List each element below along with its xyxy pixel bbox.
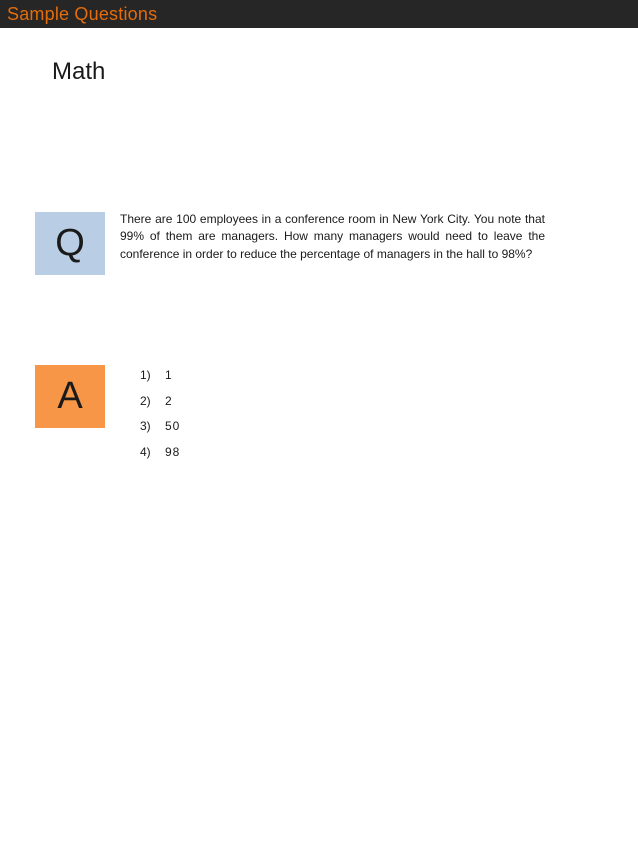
answer-option [140, 443, 180, 469]
answer-option-value: 50 [165, 419, 181, 433]
question-badge: Q [35, 212, 105, 275]
answer-badge: A [35, 365, 105, 428]
answer-option-number: 1) [140, 368, 151, 382]
answer-option-number: 3) [140, 419, 151, 433]
answer-option-number: 4) [140, 444, 151, 459]
question-text: There are 100 employees in a conference room in New York City. You note that 99% of them are managers. How many managers would need to leave the conference in order to reduce the percentage of managers in the hall to 98%? [120, 212, 545, 261]
answer-options-list [140, 366, 180, 468]
header-title: Sample Questions [7, 4, 158, 24]
answer-option-value: 2 [165, 393, 173, 408]
answer-option [140, 366, 180, 392]
answer-option [140, 417, 180, 443]
answer-option-value: 98 [165, 444, 181, 459]
header-bar [0, 0, 638, 28]
answer-option [140, 392, 180, 418]
subject-title: Math [52, 58, 106, 85]
answer-option-value: 1 [165, 368, 173, 382]
answer-option-number: 2) [140, 393, 151, 408]
